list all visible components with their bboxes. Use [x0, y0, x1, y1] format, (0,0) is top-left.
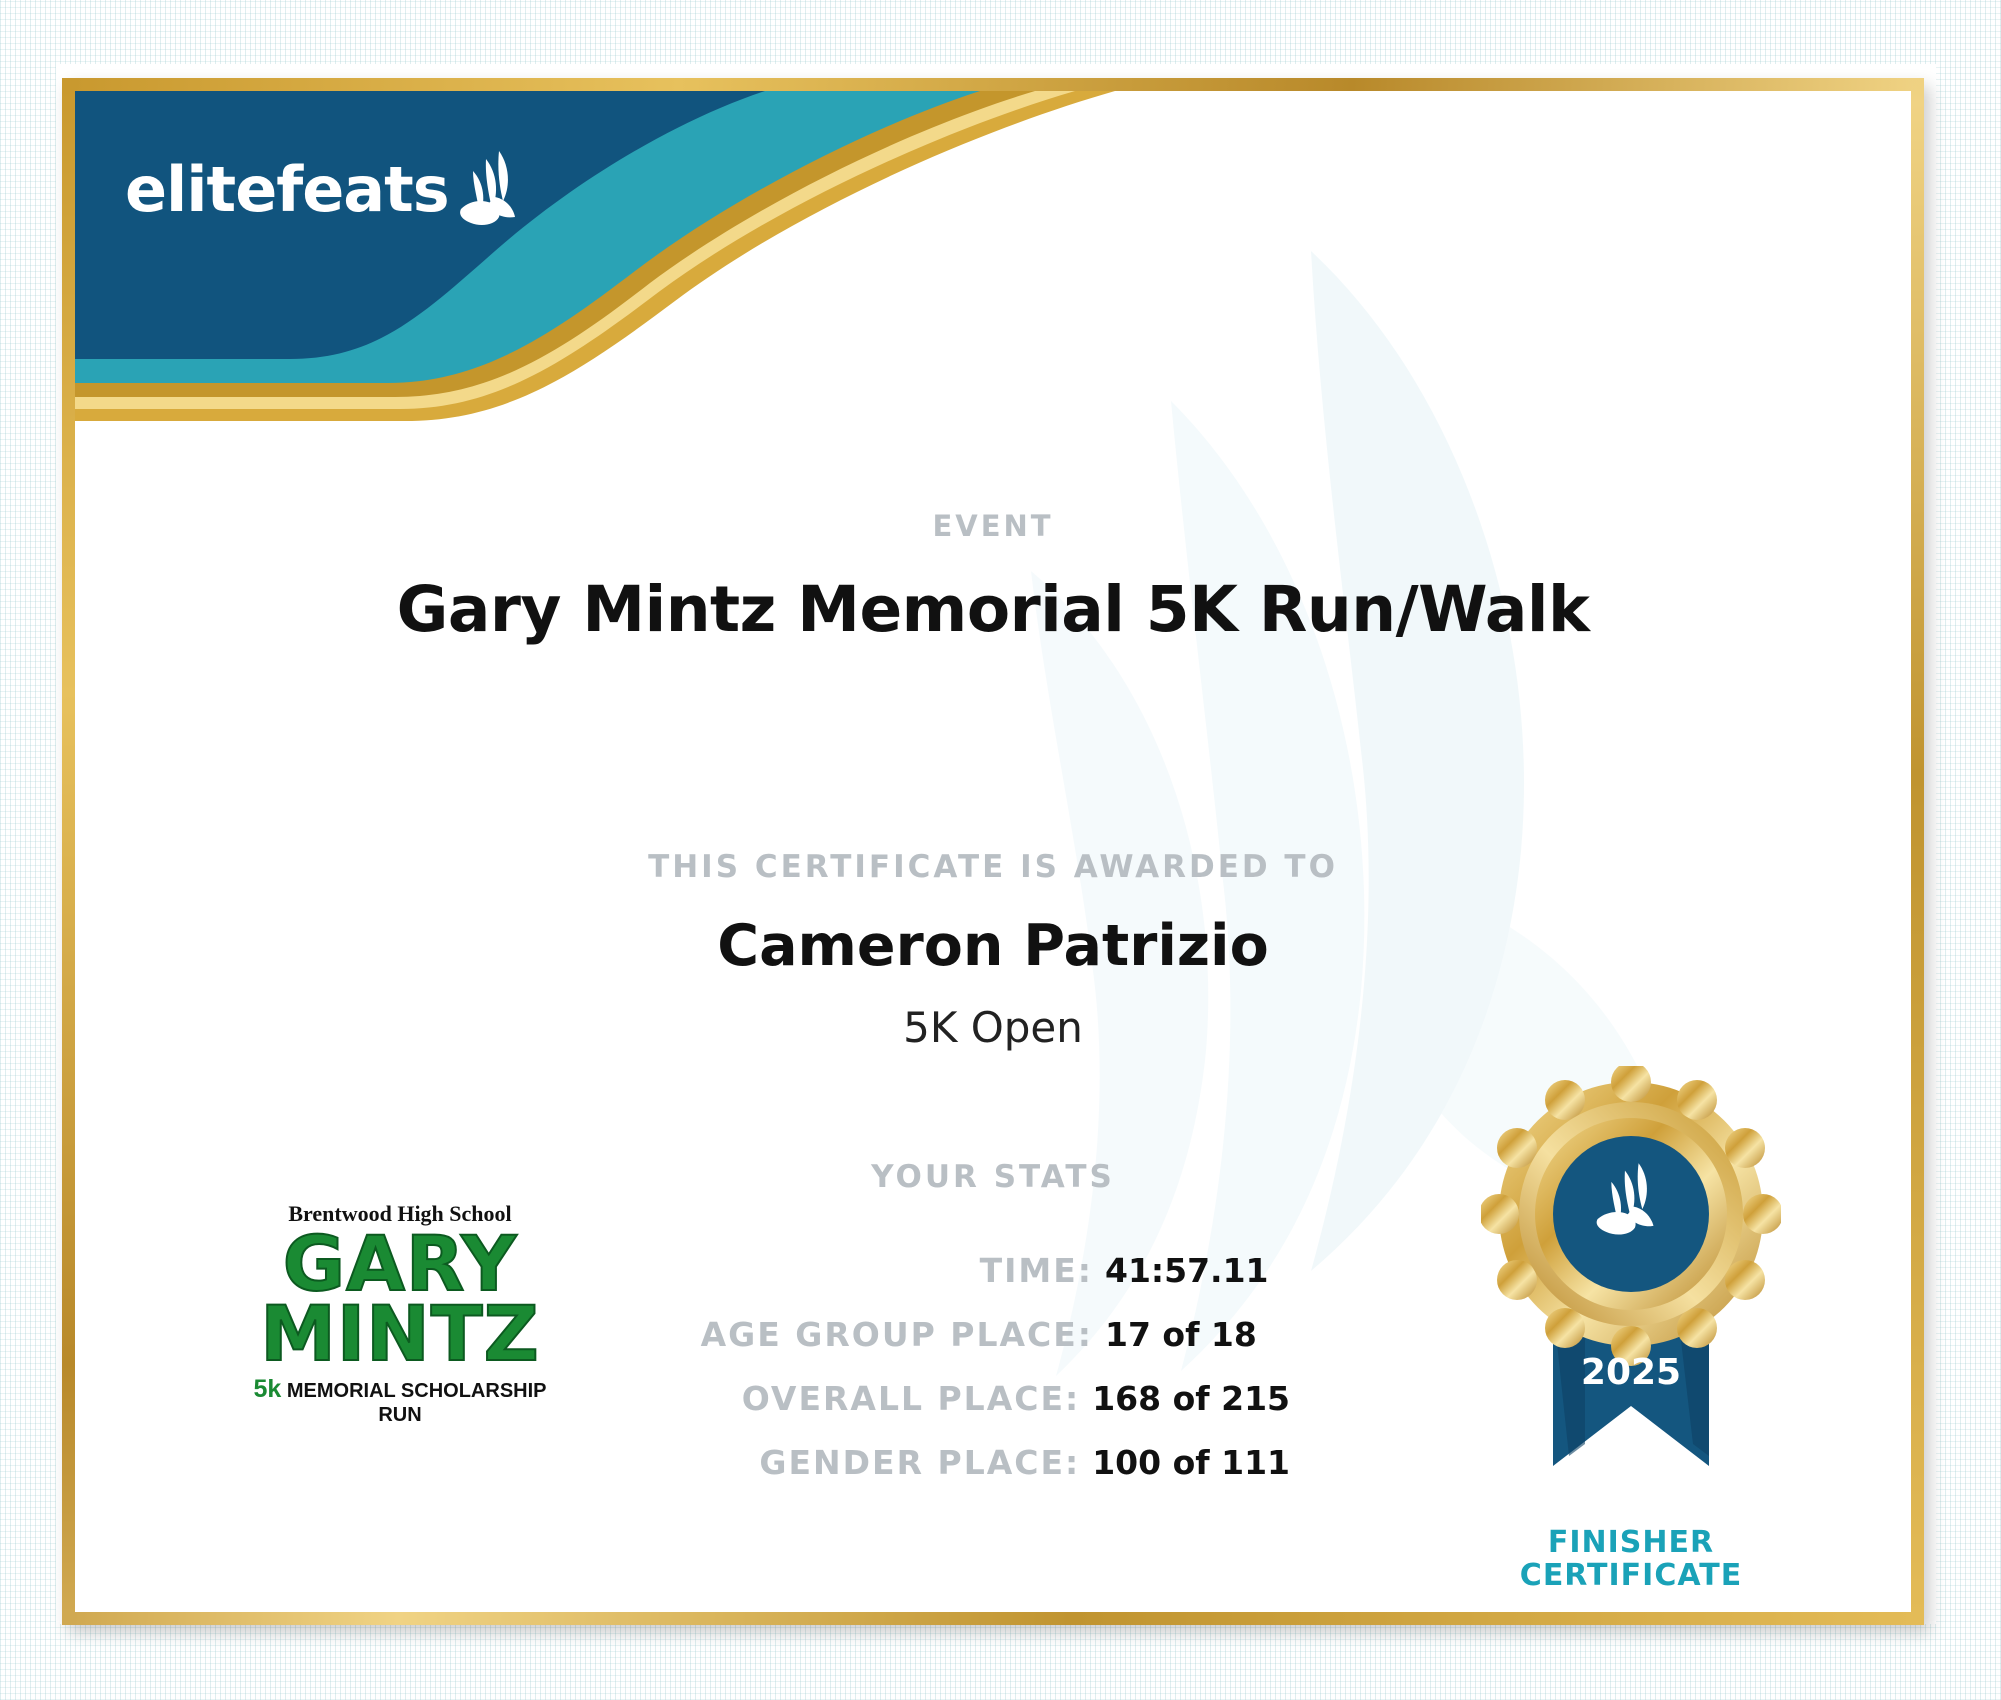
division-name: 5K Open [903, 1003, 1083, 1052]
medal-year: 2025 [1580, 1352, 1682, 1393]
stat-key-time: TIME: [979, 1251, 1093, 1290]
certificate-frame [62, 78, 1924, 1625]
stat-value-gender-place: 100 of 111 [1092, 1443, 1290, 1482]
finisher-caption-line2: CERTIFICATE [1519, 1558, 1743, 1593]
race-logo-name-line2: MINTZ [260, 1288, 540, 1378]
event-name: Gary Mintz Memorial 5K Run/Walk [396, 573, 1590, 646]
event-label: EVENT [932, 509, 1054, 543]
header-banner-art [75, 91, 1175, 421]
race-logo-school: Brentwood High School [288, 1201, 512, 1226]
recipient-name: Cameron Patrizio [717, 913, 1269, 979]
race-logo-subtitle [235, 1375, 565, 1427]
race-logo-name-line1: GARY [282, 1219, 518, 1308]
awarded-to-label: THIS CERTIFICATE IS AWARDED TO [648, 849, 1338, 885]
brand-name: elitefeats [125, 152, 449, 226]
stat-value-overall-place: 168 of 215 [1092, 1379, 1290, 1418]
stat-key-gender-place: GENDER PLACE: [759, 1443, 1081, 1482]
stat-key-age-group-place: AGE GROUP PLACE: [700, 1315, 1093, 1354]
finisher-caption [1481, 1526, 1781, 1592]
race-logo [235, 1201, 565, 1451]
finisher-medal-icon [1481, 1066, 1781, 1546]
your-stats-label: YOUR STATS [871, 1159, 1115, 1195]
winged-foot-icon [453, 149, 523, 229]
stat-value-time: 41:57.11 [1105, 1251, 1269, 1290]
stat-value-age-group-place: 17 of 18 [1105, 1315, 1257, 1354]
race-logo-subtitle-text: MEMORIAL SCHOLARSHIP RUN [286, 1379, 547, 1426]
race-logo-distance: 5k [253, 1374, 282, 1403]
finisher-caption-line1: FINISHER [1547, 1525, 1715, 1560]
stat-key-overall-place: OVERALL PLACE: [741, 1379, 1081, 1418]
brand-logo [125, 149, 523, 229]
